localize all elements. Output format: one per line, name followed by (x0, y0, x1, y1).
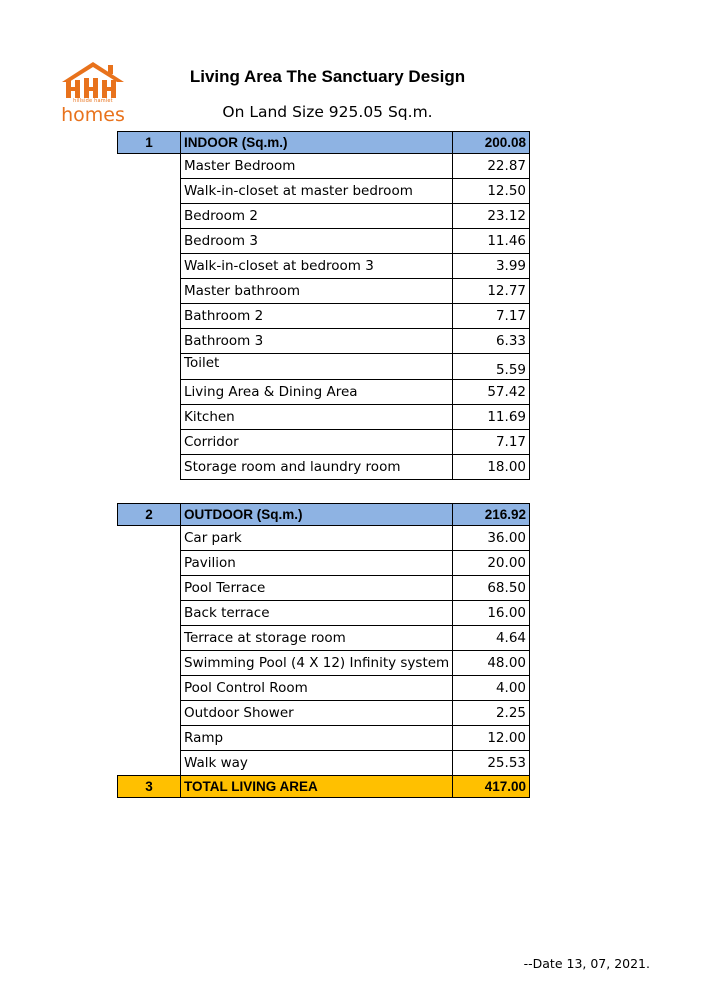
row-spacer (118, 701, 181, 726)
room-area: 11.46 (453, 229, 530, 254)
room-area: 3.99 (453, 254, 530, 279)
table-row (118, 279, 530, 304)
room-area: 4.64 (453, 626, 530, 651)
table-row (118, 229, 530, 254)
section-number: 1 (118, 132, 181, 154)
section-total: 200.08 (453, 132, 530, 154)
room-name: Car park (181, 526, 453, 551)
section-number: 2 (118, 504, 181, 526)
table-row (118, 154, 530, 179)
page-title: Living Area The Sanctuary Design (189, 67, 466, 86)
room-area: 23.12 (453, 204, 530, 229)
table-row (118, 380, 530, 405)
table-row (118, 751, 530, 776)
room-name: Bedroom 2 (181, 204, 453, 229)
room-name: Master bathroom (181, 279, 453, 304)
table-row (118, 601, 530, 626)
row-spacer (118, 179, 181, 204)
row-spacer (118, 329, 181, 354)
room-area: 48.00 (453, 651, 530, 676)
table-row (118, 701, 530, 726)
row-spacer (118, 751, 181, 776)
row-spacer (118, 380, 181, 405)
row-spacer (118, 455, 181, 480)
table-row (118, 455, 530, 480)
room-name: Walk-in-closet at bedroom 3 (181, 254, 453, 279)
section-label: INDOOR (Sq.m.) (181, 132, 453, 154)
room-area: 6.33 (453, 329, 530, 354)
page-subtitle: On Land Size 925.05 Sq.m. (222, 103, 433, 121)
table-row (118, 179, 530, 204)
house-logo-icon (60, 60, 126, 100)
row-spacer (118, 726, 181, 751)
room-name: Pool Control Room (181, 676, 453, 701)
document-date: --Date 13, 07, 2021. (523, 956, 650, 971)
room-name: Pool Terrace (181, 576, 453, 601)
room-name: Bedroom 3 (181, 229, 453, 254)
row-spacer (118, 304, 181, 329)
room-area: 25.53 (453, 751, 530, 776)
row-spacer (118, 576, 181, 601)
room-area: 36.00 (453, 526, 530, 551)
table-row (118, 329, 530, 354)
room-area: 20.00 (453, 551, 530, 576)
room-area: 12.50 (453, 179, 530, 204)
room-name: Bathroom 2 (181, 304, 453, 329)
room-area: 57.42 (453, 380, 530, 405)
room-area: 4.00 (453, 676, 530, 701)
indoor-table (117, 131, 530, 480)
room-name: Kitchen (181, 405, 453, 430)
total-label: TOTAL LIVING AREA (181, 776, 453, 798)
row-spacer (118, 601, 181, 626)
room-name: Terrace at storage room (181, 626, 453, 651)
room-area: 16.00 (453, 601, 530, 626)
table-row (118, 626, 530, 651)
row-spacer (118, 204, 181, 229)
row-spacer (118, 551, 181, 576)
table-row (118, 526, 530, 551)
room-name: Storage room and laundry room (181, 455, 453, 480)
table-row (118, 204, 530, 229)
room-name: Corridor (181, 430, 453, 455)
room-area: 2.25 (453, 701, 530, 726)
room-area: 18.00 (453, 455, 530, 480)
row-spacer (118, 254, 181, 279)
room-name: Back terrace (181, 601, 453, 626)
table-row (118, 726, 530, 751)
total-value: 417.00 (453, 776, 530, 798)
total-row (118, 776, 530, 798)
table-row (118, 354, 530, 380)
row-spacer (118, 354, 181, 380)
table-row (118, 576, 530, 601)
table-row (118, 651, 530, 676)
room-name: Outdoor Shower (181, 701, 453, 726)
room-area: 12.00 (453, 726, 530, 751)
room-area: 7.17 (453, 304, 530, 329)
row-spacer (118, 651, 181, 676)
room-name: Bathroom 3 (181, 329, 453, 354)
row-spacer (118, 154, 181, 179)
room-name: Toilet (181, 354, 453, 380)
room-name: Ramp (181, 726, 453, 751)
outdoor-header-row (118, 504, 530, 526)
room-area: 11.69 (453, 405, 530, 430)
table-row (118, 676, 530, 701)
outdoor-table (117, 503, 530, 798)
row-spacer (118, 229, 181, 254)
row-spacer (118, 405, 181, 430)
room-name: Walk way (181, 751, 453, 776)
table-row (118, 254, 530, 279)
table-row (118, 551, 530, 576)
table-row (118, 405, 530, 430)
room-area: 22.87 (453, 154, 530, 179)
row-spacer (118, 279, 181, 304)
room-name: Swimming Pool (4 X 12) Infinity system (181, 651, 453, 676)
total-number: 3 (118, 776, 181, 798)
room-area: 68.50 (453, 576, 530, 601)
table-row (118, 430, 530, 455)
room-name: Pavilion (181, 551, 453, 576)
row-spacer (118, 526, 181, 551)
section-label: OUTDOOR (Sq.m.) (181, 504, 453, 526)
room-name: Living Area & Dining Area (181, 380, 453, 405)
indoor-header-row (118, 132, 530, 154)
logo-subtext: hillside hamlet (73, 98, 113, 104)
company-logo (60, 60, 126, 128)
row-spacer (118, 430, 181, 455)
table-row (118, 304, 530, 329)
room-area: 7.17 (453, 430, 530, 455)
room-area: 5.59 (453, 354, 530, 380)
room-name: Walk-in-closet at master bedroom (181, 179, 453, 204)
room-area: 12.77 (453, 279, 530, 304)
row-spacer (118, 626, 181, 651)
logo-wordmark: homes (61, 104, 125, 126)
section-total: 216.92 (453, 504, 530, 526)
row-spacer (118, 676, 181, 701)
room-name: Master Bedroom (181, 154, 453, 179)
